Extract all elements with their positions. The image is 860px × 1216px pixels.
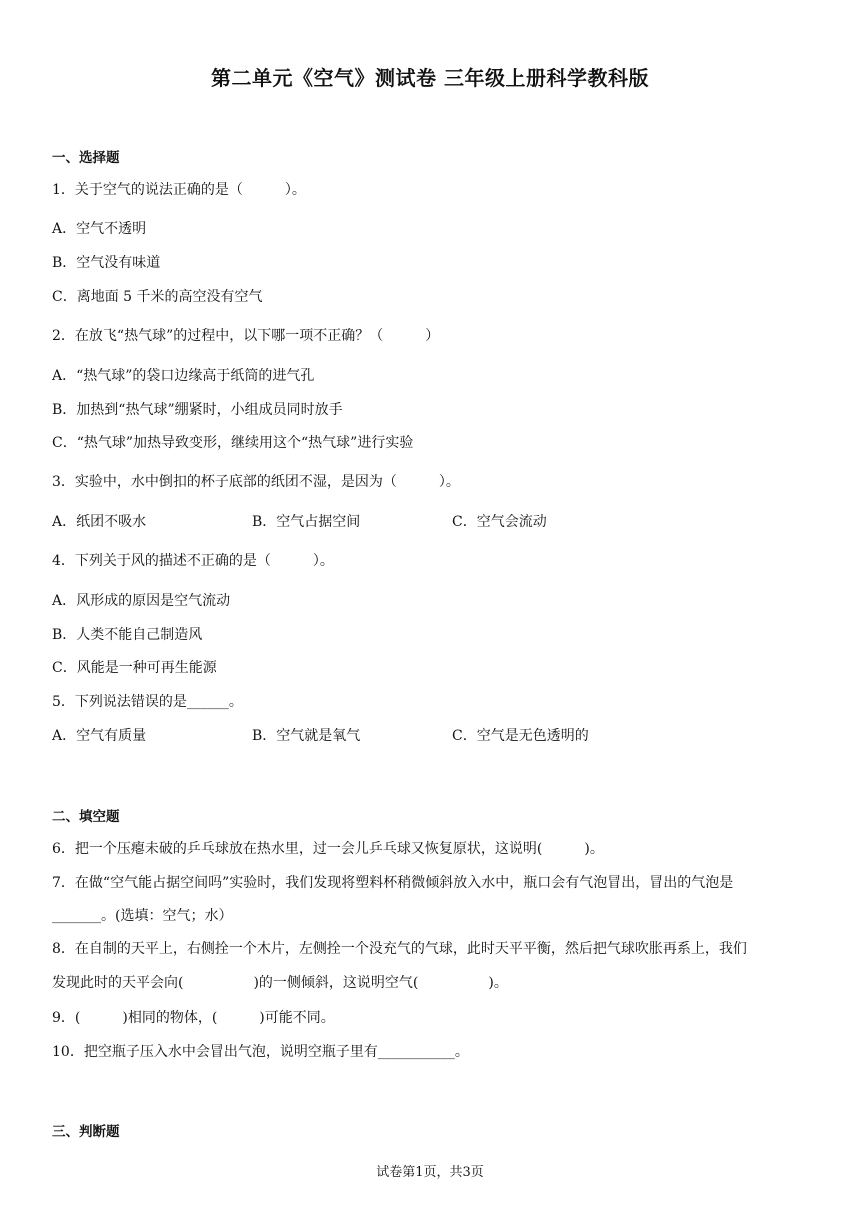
question-3-option-a: A．纸团不吸水: [52, 514, 147, 530]
question-8-line-2: 发现此时的天平会向( )的一侧倾斜，这说明空气( )。: [52, 975, 508, 991]
question-2-stem: 2．在放飞“热气球”的过程中，以下哪一项不正确？（ ）: [52, 328, 440, 344]
question-5-option-a: A．空气有质量: [52, 728, 147, 744]
question-3-option-c: C．空气会流动: [452, 514, 547, 530]
question-7-line-1: 7．在做“空气能占据空间吗”实验时，我们发现将塑料杯稍微倾斜放入水中，瓶口会有气泡冒出，冒出的气泡是: [52, 875, 734, 891]
section-heading-fill: 二、填空题: [52, 809, 120, 825]
question-6: 6．把一个压瘪未破的乒乓球放在热水里，过一会儿乒乓球又恢复原状，这说明( )。: [52, 841, 604, 857]
question-4-option-a: A．风形成的原因是空气流动: [52, 593, 231, 609]
question-5-stem: 5．下列说法错误的是______。: [52, 694, 243, 710]
question-3-stem: 3．实验中，水中倒扣的杯子底部的纸团不湿，是因为（ ）。: [52, 474, 460, 490]
question-1-option-b: B．空气没有味道: [52, 255, 161, 271]
question-5-option-c: C．空气是无色透明的: [452, 728, 589, 744]
question-4-option-b: B．人类不能自己制造风: [52, 627, 203, 643]
question-1-stem: 1．关于空气的说法正确的是（ ）。: [52, 182, 306, 198]
question-1-option-c: C．离地面 5 千米的高空没有空气: [52, 289, 263, 305]
question-2-option-a: A．“热气球”的袋口边缘高于纸筒的进气孔: [52, 368, 315, 384]
question-1-option-a: A．空气不透明: [52, 221, 147, 237]
question-3-option-b: B．空气占据空间: [252, 514, 361, 530]
question-5-option-b: B．空气就是氧气: [252, 728, 361, 744]
question-8-line-1: 8．在自制的天平上，右侧拴一个木片，左侧拴一个没充气的气球，此时天平平衡，然后把气球吹胀再系上，我们: [52, 941, 747, 957]
question-10: 10．把空瓶子压入水中会冒出气泡，说明空瓶子里有___________。: [52, 1044, 469, 1060]
question-4-stem: 4．下列关于风的描述不正确的是（ ）。: [52, 553, 334, 569]
question-9: 9．( )相同的物体，( )可能不同。: [52, 1010, 335, 1026]
question-7-line-2: _______。(选填：空气；水）: [52, 908, 233, 924]
section-heading-choice: 一、选择题: [52, 150, 120, 166]
question-2-option-b: B．加热到“热气球”绷紧时，小组成员同时放手: [52, 402, 343, 418]
question-2-option-c: C．“热气球”加热导致变形，继续用这个“热气球”进行实验: [52, 435, 414, 451]
section-heading-judge: 三、判断题: [52, 1124, 120, 1140]
question-4-option-c: C．风能是一种可再生能源: [52, 660, 217, 676]
page-footer: 试卷第1页，共3页: [376, 1165, 484, 1180]
page-title: 第二单元《空气》测试卷 三年级上册科学教科版: [211, 66, 649, 90]
